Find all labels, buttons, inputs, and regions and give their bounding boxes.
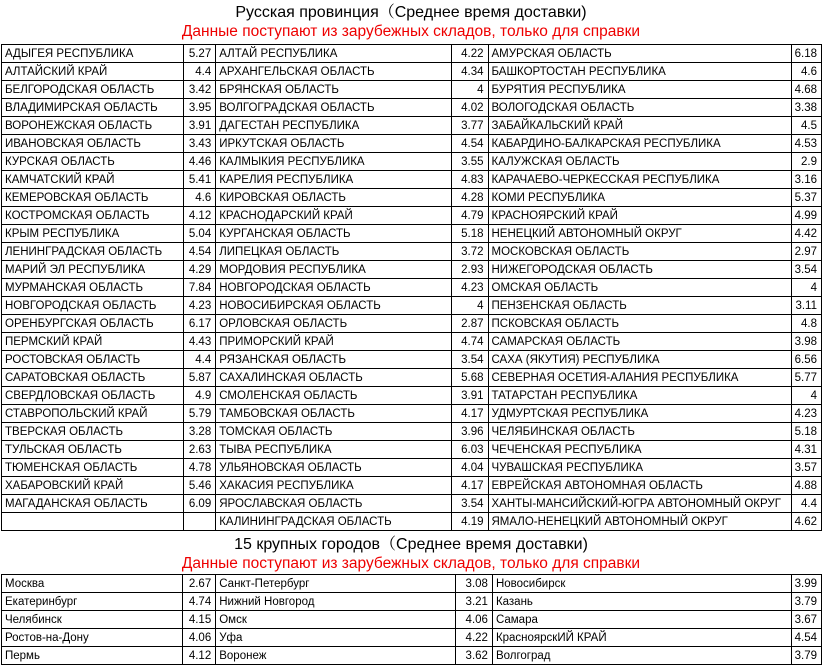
city-row [2, 611, 822, 629]
province-row [2, 495, 822, 513]
region-name-cell: ХАКАСИЯ РЕСПУБЛИКА [216, 477, 452, 495]
region-name-cell: КАЛМЫКИЯ РЕСПУБЛИКА [216, 153, 452, 171]
delivery-days-cell: 3.96 [452, 423, 488, 441]
delivery-days-cell: 4.42 [791, 225, 821, 243]
region-name-cell: БРЯНСКАЯ ОБЛАСТЬ [216, 81, 452, 99]
province-row [2, 351, 822, 369]
region-name-cell: НОВОСИБИРСКАЯ ОБЛАСТЬ [216, 297, 452, 315]
region-name-cell: МАРИЙ ЭЛ РЕСПУБЛИКА [2, 261, 184, 279]
provinces-subtitle: Данные поступают из зарубежных складов, только для справки [181, 23, 641, 40]
region-name-cell: КАЛУЖСКАЯ ОБЛАСТЬ [488, 153, 791, 171]
delivery-days-cell: 2.87 [452, 315, 488, 333]
delivery-days-cell: 5.46 [183, 477, 216, 495]
delivery-days-cell: 3.95 [183, 99, 216, 117]
region-name-cell: САРАТОВСКАЯ ОБЛАСТЬ [2, 369, 184, 387]
region-name-cell: КАЛИНИНГРАДСКАЯ ОБЛАСТЬ [216, 513, 452, 531]
delivery-days-cell: 4.17 [452, 405, 488, 423]
provinces-table-body [2, 45, 822, 531]
province-row [2, 63, 822, 81]
region-name-cell: ЕВРЕЙСКАЯ АВТОНОМНАЯ ОБЛАСТЬ [488, 477, 791, 495]
delivery-days-cell: 3.54 [452, 351, 488, 369]
region-name-cell: ЛЕНИНГРАДСКАЯ ОБЛАСТЬ [2, 243, 184, 261]
region-name-cell: ЧЕЧЕНСКАЯ РЕСПУБЛИКА [488, 441, 791, 459]
region-name-cell: ВОРОНЕЖСКАЯ ОБЛАСТЬ [2, 117, 184, 135]
delivery-days-cell: 4 [452, 81, 488, 99]
delivery-days-cell: 3.11 [791, 297, 821, 315]
region-name-cell: СВЕРДЛОВСКАЯ ОБЛАСТЬ [2, 387, 184, 405]
delivery-days-cell: 4.46 [183, 153, 216, 171]
delivery-days-cell: 5.77 [791, 369, 821, 387]
region-name-cell: Казань [492, 593, 791, 611]
region-name-cell: БЕЛГОРОДСКАЯ ОБЛАСТЬ [2, 81, 184, 99]
region-name-cell: Воронеж [216, 647, 456, 665]
province-row [2, 477, 822, 495]
province-row [2, 81, 822, 99]
delivery-days-cell: 3.77 [452, 117, 488, 135]
delivery-days-cell: 4.4 [791, 495, 821, 513]
province-row [2, 189, 822, 207]
province-row [2, 315, 822, 333]
delivery-days-cell: 3.72 [452, 243, 488, 261]
region-name-cell: САХА (ЯКУТИЯ) РЕСПУБЛИКА [488, 351, 791, 369]
delivery-days-cell: 4.22 [456, 629, 493, 647]
region-name-cell: ВОЛОГОДСКАЯ ОБЛАСТЬ [488, 99, 791, 117]
province-row [2, 207, 822, 225]
delivery-days-cell: 4.88 [791, 477, 821, 495]
delivery-days-cell: 4.54 [791, 629, 821, 647]
province-row [2, 153, 822, 171]
delivery-days-cell: 4.23 [791, 405, 821, 423]
region-name-cell: ЯРОСЛАВСКАЯ ОБЛАСТЬ [216, 495, 452, 513]
region-name-cell: Самара [492, 611, 791, 629]
delivery-days-cell: 4.74 [183, 593, 216, 611]
region-name-cell: ТОМСКАЯ ОБЛАСТЬ [216, 423, 452, 441]
region-name-cell: БАШКОРТОСТАН РЕСПУБЛИКА [488, 63, 791, 81]
region-name-cell: Санкт-Петербург [216, 575, 456, 593]
delivery-days-cell: 7.84 [183, 279, 216, 297]
delivery-days-cell: 3.42 [183, 81, 216, 99]
region-name-cell: УДМУРТСКАЯ РЕСПУБЛИКА [488, 405, 791, 423]
region-name-cell: Москва [2, 575, 183, 593]
delivery-days-cell [183, 513, 216, 531]
delivery-days-cell: 5.68 [452, 369, 488, 387]
delivery-days-cell: 3.57 [791, 459, 821, 477]
region-name-cell: МАГАДАНСКАЯ ОБЛАСТЬ [2, 495, 184, 513]
delivery-days-cell: 4.02 [452, 99, 488, 117]
delivery-days-cell: 3.43 [183, 135, 216, 153]
delivery-days-cell: 4.04 [452, 459, 488, 477]
province-row [2, 243, 822, 261]
region-name-cell: СМОЛЕНСКАЯ ОБЛАСТЬ [216, 387, 452, 405]
delivery-days-cell: 4.74 [452, 333, 488, 351]
delivery-days-cell: 6.18 [791, 45, 821, 63]
region-name-cell: ТАТАРСТАН РЕСПУБЛИКА [488, 387, 791, 405]
delivery-days-cell: 4.4 [183, 351, 216, 369]
province-row [2, 441, 822, 459]
city-row [2, 647, 822, 665]
delivery-days-cell: 3.62 [456, 647, 493, 665]
delivery-days-cell: 5.27 [183, 45, 216, 63]
province-row [2, 99, 822, 117]
delivery-days-cell: 3.08 [456, 575, 493, 593]
region-name-cell: ТЫВА РЕСПУБЛИКА [216, 441, 452, 459]
delivery-days-cell: 3.54 [452, 495, 488, 513]
provinces-title: Русская провинция（Среднее время доставки) [235, 4, 587, 21]
region-name-cell: КАРАЧАЕВО-ЧЕРКЕССКАЯ РЕСПУБЛИКА [488, 171, 791, 189]
region-name-cell: КрасноярскИЙ КРАЙ [492, 629, 791, 647]
region-name-cell: КУРГАНСКАЯ ОБЛАСТЬ [216, 225, 452, 243]
region-name-cell: МУРМАНСКАЯ ОБЛАСТЬ [2, 279, 184, 297]
region-name-cell: ТВЕРСКАЯ ОБЛАСТЬ [2, 423, 184, 441]
delivery-days-cell: 2.97 [791, 243, 821, 261]
region-name-cell: Ростов-на-Дону [2, 629, 183, 647]
region-name-cell: ЯМАЛО-НЕНЕЦКИЙ АВТОНОМНЫЙ ОКРУГ [488, 513, 791, 531]
delivery-days-cell: 4.4 [183, 63, 216, 81]
region-name-cell: МОСКОВСКАЯ ОБЛАСТЬ [488, 243, 791, 261]
delivery-days-cell: 4.62 [791, 513, 821, 531]
region-name-cell: КИРОВСКАЯ ОБЛАСТЬ [216, 189, 452, 207]
region-name-cell: АДЫГЕЯ РЕСПУБЛИКА [2, 45, 184, 63]
delivery-days-cell: 3.54 [791, 261, 821, 279]
delivery-days-cell: 6.03 [452, 441, 488, 459]
delivery-days-cell: 3.16 [791, 171, 821, 189]
region-name-cell: ПЕНЗЕНСКАЯ ОБЛАСТЬ [488, 297, 791, 315]
delivery-days-cell: 4.28 [452, 189, 488, 207]
region-name-cell: НОВГОРОДСКАЯ ОБЛАСТЬ [2, 297, 184, 315]
city-row [2, 575, 822, 593]
delivery-days-cell: 4.23 [452, 279, 488, 297]
delivery-days-cell: 3.99 [791, 575, 821, 593]
delivery-days-cell: 4.68 [791, 81, 821, 99]
province-row [2, 261, 822, 279]
region-name-cell: АРХАНГЕЛЬСКАЯ ОБЛАСТЬ [216, 63, 452, 81]
region-name-cell: ВОЛГОГРАДСКАЯ ОБЛАСТЬ [216, 99, 452, 117]
region-name-cell: КЕМЕРОВСКАЯ ОБЛАСТЬ [2, 189, 184, 207]
delivery-days-cell: 4.6 [791, 63, 821, 81]
delivery-days-cell: 4.17 [452, 477, 488, 495]
region-name-cell: ЛИПЕЦКАЯ ОБЛАСТЬ [216, 243, 452, 261]
delivery-days-cell: 5.79 [183, 405, 216, 423]
delivery-days-cell: 5.37 [791, 189, 821, 207]
delivery-days-cell: 4.29 [183, 261, 216, 279]
region-name-cell: КАБАРДИНО-БАЛКАРСКАЯ РЕСПУБЛИКА [488, 135, 791, 153]
delivery-days-cell: 4.06 [183, 629, 216, 647]
delivery-days-cell: 4.79 [452, 207, 488, 225]
region-name-cell: ИРКУТСКАЯ ОБЛАСТЬ [216, 135, 452, 153]
region-name-cell: ДАГЕСТАН РЕСПУБЛИКА [216, 117, 452, 135]
cities-subtitle: Данные поступают из зарубежных складов, только для справки [181, 555, 641, 572]
region-name-cell: ПЕРМСКИЙ КРАЙ [2, 333, 184, 351]
province-row [2, 225, 822, 243]
province-row [2, 171, 822, 189]
region-name-cell: САХАЛИНСКАЯ ОБЛАСТЬ [216, 369, 452, 387]
province-row [2, 297, 822, 315]
delivery-days-cell: 3.79 [791, 593, 821, 611]
delivery-days-cell: 3.38 [791, 99, 821, 117]
delivery-days-cell: 4.78 [183, 459, 216, 477]
region-name-cell: ТАМБОВСКАЯ ОБЛАСТЬ [216, 405, 452, 423]
province-row [2, 135, 822, 153]
region-name-cell: САМАРСКАЯ ОБЛАСТЬ [488, 333, 791, 351]
delivery-days-cell: 4 [791, 387, 821, 405]
region-name-cell: Пермь [2, 647, 183, 665]
delivery-days-cell: 6.09 [183, 495, 216, 513]
delivery-days-cell: 4.54 [183, 243, 216, 261]
city-row [2, 593, 822, 611]
delivery-days-cell: 2.63 [183, 441, 216, 459]
region-name-cell: ИВАНОВСКАЯ ОБЛАСТЬ [2, 135, 184, 153]
region-name-cell: УЛЬЯНОВСКАЯ ОБЛАСТЬ [216, 459, 452, 477]
region-name-cell: КОСТРОМСКАЯ ОБЛАСТЬ [2, 207, 184, 225]
delivery-days-cell: 4.15 [183, 611, 216, 629]
delivery-days-cell: 4.06 [456, 611, 493, 629]
province-row [2, 333, 822, 351]
province-row [2, 423, 822, 441]
province-row [2, 369, 822, 387]
region-name-cell: КУРСКАЯ ОБЛАСТЬ [2, 153, 184, 171]
delivery-days-cell: 2.93 [452, 261, 488, 279]
region-name-cell: ЗАБАЙКАЛЬСКИЙ КРАЙ [488, 117, 791, 135]
region-name-cell: КОМИ РЕСПУБЛИКА [488, 189, 791, 207]
delivery-days-cell: 6.56 [791, 351, 821, 369]
city-row [2, 629, 822, 647]
region-name-cell: ПСКОВСКАЯ ОБЛАСТЬ [488, 315, 791, 333]
delivery-days-cell: 4.53 [791, 135, 821, 153]
region-name-cell: Волгоград [492, 647, 791, 665]
region-name-cell: Новосибирск [492, 575, 791, 593]
delivery-days-cell: 4.83 [452, 171, 488, 189]
region-name-cell: БУРЯТИЯ РЕСПУБЛИКА [488, 81, 791, 99]
region-name-cell: НЕНЕЦКИЙ АВТОНОМНЫЙ ОКРУГ [488, 225, 791, 243]
delivery-days-cell: 4.12 [183, 647, 216, 665]
delivery-days-cell: 3.91 [183, 117, 216, 135]
province-row [2, 459, 822, 477]
region-name-cell: ЧЕЛЯБИНСКАЯ ОБЛАСТЬ [488, 423, 791, 441]
delivery-days-cell: 4 [791, 279, 821, 297]
cities-title: 15 крупных городов（Среднее время доставки) [234, 536, 588, 553]
province-row [2, 117, 822, 135]
region-name-cell: ЧУВАШСКАЯ РЕСПУБЛИКА [488, 459, 791, 477]
region-name-cell: АЛТАЙ РЕСПУБЛИКА [216, 45, 452, 63]
region-name-cell: Нижний Новгород [216, 593, 456, 611]
province-row [2, 279, 822, 297]
delivery-days-cell: 3.98 [791, 333, 821, 351]
region-name-cell: СЕВЕРНАЯ ОСЕТИЯ-АЛАНИЯ РЕСПУБЛИКА [488, 369, 791, 387]
delivery-days-cell: 4.12 [183, 207, 216, 225]
delivery-days-cell: 5.41 [183, 171, 216, 189]
delivery-days-cell: 2.9 [791, 153, 821, 171]
region-name-cell: ОМСКАЯ ОБЛАСТЬ [488, 279, 791, 297]
delivery-days-cell: 5.18 [791, 423, 821, 441]
region-name-cell: ПРИМОРСКИЙ КРАЙ [216, 333, 452, 351]
delivery-days-cell: 4.54 [452, 135, 488, 153]
region-name-cell: Екатеринбург [2, 593, 183, 611]
delivery-days-cell: 4 [452, 297, 488, 315]
region-name-cell: ХАНТЫ-МАНСИЙСКИЙ-ЮГРА АВТОНОМНЫЙ ОКРУГ [488, 495, 791, 513]
province-row [2, 513, 822, 531]
region-name-cell: РОСТОВСКАЯ ОБЛАСТЬ [2, 351, 184, 369]
delivery-days-cell: 5.18 [452, 225, 488, 243]
region-name-cell: ХАБАРОВСКИЙ КРАЙ [2, 477, 184, 495]
province-row [2, 45, 822, 63]
delivery-days-cell: 4.31 [791, 441, 821, 459]
delivery-days-cell: 3.55 [452, 153, 488, 171]
region-name-cell: НИЖЕГОРОДСКАЯ ОБЛАСТЬ [488, 261, 791, 279]
delivery-days-cell: 3.91 [452, 387, 488, 405]
delivery-days-cell: 5.87 [183, 369, 216, 387]
delivery-days-cell: 4.22 [452, 45, 488, 63]
region-name-cell: ТУЛЬСКАЯ ОБЛАСТЬ [2, 441, 184, 459]
delivery-days-cell: 4.23 [183, 297, 216, 315]
region-name-cell: КАРЕЛИЯ РЕСПУБЛИКА [216, 171, 452, 189]
region-name-cell: КРЫМ РЕСПУБЛИКА [2, 225, 184, 243]
region-name-cell: КРАСНОДАРСКИЙ КРАЙ [216, 207, 452, 225]
delivery-days-cell: 4.34 [452, 63, 488, 81]
delivery-days-cell: 4.6 [183, 189, 216, 207]
cities-table-body [2, 575, 822, 665]
delivery-days-cell: 4.99 [791, 207, 821, 225]
delivery-days-cell: 3.21 [456, 593, 493, 611]
region-name-cell: АЛТАЙСКИЙ КРАЙ [2, 63, 184, 81]
delivery-days-cell: 4.9 [183, 387, 216, 405]
region-name-cell: Челябинск [2, 611, 183, 629]
region-name-cell: СТАВРОПОЛЬСКИЙ КРАЙ [2, 405, 184, 423]
region-name-cell [2, 513, 184, 531]
region-name-cell: МОРДОВИЯ РЕСПУБЛИКА [216, 261, 452, 279]
delivery-days-cell: 3.79 [791, 647, 821, 665]
region-name-cell: Уфа [216, 629, 456, 647]
region-name-cell: КРАСНОЯРСКИЙ КРАЙ [488, 207, 791, 225]
delivery-days-cell: 3.67 [791, 611, 821, 629]
province-row [2, 387, 822, 405]
delivery-days-cell: 4.5 [791, 117, 821, 135]
region-name-cell: КАМЧАТСКИЙ КРАЙ [2, 171, 184, 189]
region-name-cell: ВЛАДИМИРСКАЯ ОБЛАСТЬ [2, 99, 184, 117]
region-name-cell: ТЮМЕНСКАЯ ОБЛАСТЬ [2, 459, 184, 477]
region-name-cell: АМУРСКАЯ ОБЛАСТЬ [488, 45, 791, 63]
region-name-cell: ОРЛОВСКАЯ ОБЛАСТЬ [216, 315, 452, 333]
region-name-cell: ОРЕНБУРГСКАЯ ОБЛАСТЬ [2, 315, 184, 333]
delivery-days-cell: 4.19 [452, 513, 488, 531]
region-name-cell: Омск [216, 611, 456, 629]
cities-table [1, 574, 822, 665]
delivery-days-cell: 6.17 [183, 315, 216, 333]
province-row [2, 405, 822, 423]
delivery-days-cell: 4.8 [791, 315, 821, 333]
delivery-days-cell: 5.04 [183, 225, 216, 243]
delivery-days-cell: 4.43 [183, 333, 216, 351]
delivery-days-cell: 2.67 [183, 575, 216, 593]
provinces-table [1, 44, 822, 531]
delivery-days-cell: 3.28 [183, 423, 216, 441]
region-name-cell: РЯЗАНСКАЯ ОБЛАСТЬ [216, 351, 452, 369]
region-name-cell: НОВГОРОДСКАЯ ОБЛАСТЬ [216, 279, 452, 297]
